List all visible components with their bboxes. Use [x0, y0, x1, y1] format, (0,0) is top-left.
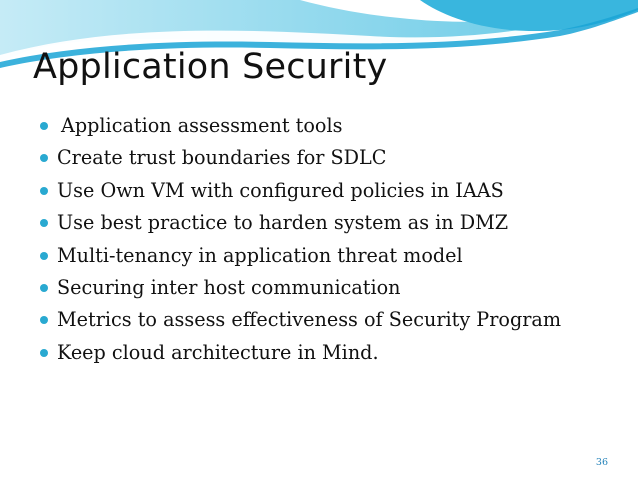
bullet-item: [40, 240, 561, 272]
bullet-dot-icon: [40, 187, 48, 195]
bullet-text: Use best practice to harden system as in DMZ: [57, 211, 509, 235]
bullet-list: [40, 110, 561, 369]
bullet-dot-icon: [40, 349, 48, 357]
bullet-text: Metrics to assess effectiveness of Security Program: [57, 308, 562, 332]
bullet-dot-icon: [40, 122, 48, 130]
bullet-dot-icon: [40, 252, 48, 260]
bullet-item: [40, 272, 561, 304]
bullet-text: Keep cloud architecture in Mind.: [57, 340, 379, 364]
bullet-item: [40, 175, 561, 207]
bullet-dot-icon: [40, 154, 48, 162]
bullet-dot-icon: [40, 316, 48, 324]
bullet-item: [40, 337, 561, 369]
bullet-text: Use Own VM with configured policies in IAAS: [57, 178, 504, 202]
bullet-text: Create trust boundaries for SDLC: [57, 146, 387, 170]
bullet-item: [40, 142, 561, 174]
bullet-item: [40, 304, 561, 336]
page-number: 36: [595, 457, 608, 468]
bullet-dot-icon: [40, 219, 48, 227]
bullet-item: [40, 207, 561, 239]
slide-title: Application Security: [33, 47, 388, 87]
bullet-item: [40, 110, 561, 142]
bullet-text: Securing inter host communication: [57, 275, 401, 299]
bullet-text: Application assessment tools: [61, 114, 343, 137]
bullet-text: Multi-tenancy in application threat model: [57, 243, 463, 267]
bullet-dot-icon: [40, 284, 48, 292]
